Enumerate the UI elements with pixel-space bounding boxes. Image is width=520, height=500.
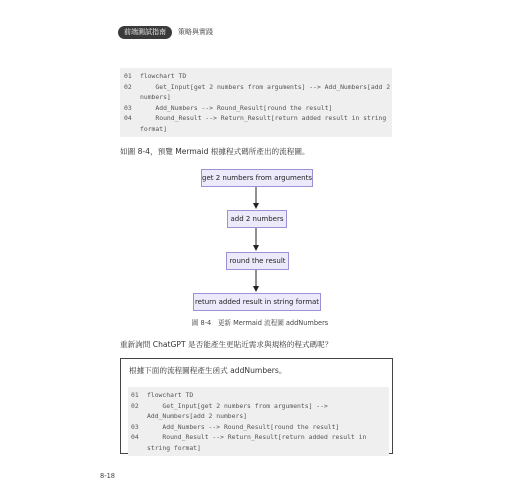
flow-node-round-result: round the result <box>226 252 289 270</box>
code-line <box>131 401 389 422</box>
flow-node-get-input: get 2 numbers from arguments <box>201 169 313 187</box>
code-text: Get_Input[get 2 numbers from arguments] --> Add_Numbers[add 2 numbers] <box>147 401 332 420</box>
code-line <box>131 422 389 433</box>
paragraph-question: 重新詢問 ChatGPT 是否能產生更貼近需求與規格的程式碼呢？ <box>120 340 333 349</box>
line-number: 04 <box>131 433 139 441</box>
flow-node-add-numbers: add 2 numbers <box>227 210 287 228</box>
line-number: 04 <box>124 114 132 122</box>
code-line <box>131 390 389 401</box>
code-text: Get_Input[get 2 numbers from arguments] --> Add_Numbers[add 2 numbers] <box>140 82 394 101</box>
paragraph-intro: 如圖 8-4，預覽 Mermaid 根據程式碼所產出的流程圖。 <box>120 147 310 156</box>
code-text: Add_Numbers --> Round_Result[round the result] <box>140 103 333 112</box>
line-number: 02 <box>131 401 139 410</box>
code-text: Round_Result --> Return_Result[return added result in string format] <box>140 114 391 133</box>
prompt-box <box>120 358 393 454</box>
flow-node-return-result: return added result in string format <box>193 293 321 311</box>
code-text: Add_Numbers --> Round_Result[round the result] <box>147 422 340 431</box>
line-number: 02 <box>124 82 132 91</box>
code-text: flowchart TD <box>140 72 187 80</box>
line-number: 01 <box>124 72 132 80</box>
code-text: Round_Result --> Return_Result[return added result in string format] <box>147 433 371 452</box>
line-number: 01 <box>131 391 139 399</box>
book-tag: 前端測試指南 <box>118 26 172 39</box>
line-number: 03 <box>131 422 139 431</box>
prompt-text: 根據下面的流程圖程產生函式 addNumbers。 <box>129 366 287 375</box>
code-line <box>131 432 389 453</box>
code-text: flowchart TD <box>147 391 194 399</box>
page-number: 8-18 <box>100 472 115 480</box>
code-block-2 <box>128 387 389 456</box>
line-number: 03 <box>124 103 132 112</box>
header-subtitle: 策略與實踐 <box>178 28 213 36</box>
figure-caption: 圖 8-4 更新 Mermaid 流程圖 addNumbers <box>191 319 329 327</box>
